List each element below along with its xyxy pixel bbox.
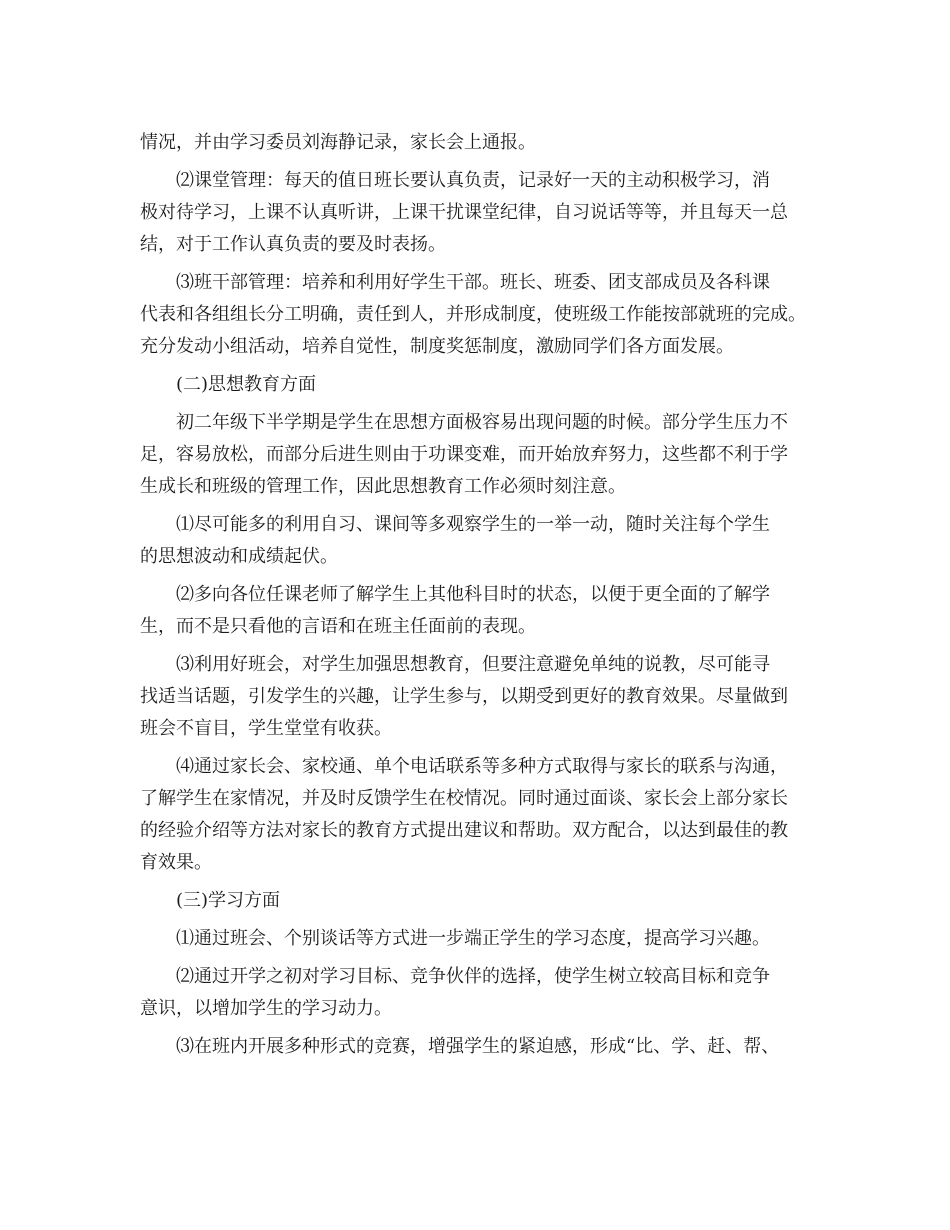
text-line: 育效果。: [140, 852, 212, 873]
text-line: ⑵多向各位任课老师了解学生上其他科目时的状态，以便于更全面的了解学: [176, 584, 770, 605]
text-line: ⑴通过班会、个别谈话等方式进一步端正学生的学习态度，提高学习兴趣。: [176, 928, 770, 949]
text-line: 初二年级下半学期是学生在思想方面极容易出现问题的时候。部分学生压力不: [176, 412, 788, 433]
text-line: ⑷通过家长会、家校通、单个电话联系等多种方式取得与家长的联系与沟通，: [176, 756, 788, 777]
paragraph: [140, 127, 830, 159]
document-body: [140, 127, 830, 1069]
paragraph: [140, 509, 830, 573]
text-line: 充分发动小组活动，培养自觉性，制度奖惩制度，激励同学们各方面发展。: [140, 336, 734, 357]
text-line: ⑵课堂管理：每天的值日班长要认真负责，记录好一天的主动积极学习，消: [176, 170, 770, 191]
text-line: 结，对于工作认真负责的要及时表扬。: [140, 234, 446, 255]
text-line: ⑶班干部管理：培养和利用好学生干部。班长、班委、团支部成员及各科课: [176, 272, 770, 293]
text-line: 生成长和班级的管理工作，因此思想教育工作必须时刻注意。: [140, 476, 626, 497]
text-line: 的经验介绍等方法对家长的教育方式提出建议和帮助。双方配合，以达到最佳的教: [140, 820, 788, 841]
text-line: ⑴尽可能多的利用自习、课间等多观察学生的一举一动，随时关注每个学生: [176, 514, 770, 535]
text-line: 情况，并由学习委员刘海静记录，家长会上通报。: [140, 132, 536, 153]
section-heading: [140, 885, 830, 917]
text-line: ⑵通过开学之初对学习目标、竞争伙伴的选择，使学生树立较高目标和竞争: [176, 966, 770, 987]
paragraph: [140, 1031, 830, 1063]
text-line: (二)思想教育方面: [176, 374, 317, 395]
text-line: (三)学习方面: [176, 890, 281, 911]
text-line: 找适当话题，引发学生的兴趣，让学生参与，以期受到更好的教育效果。尽量做到: [140, 686, 788, 707]
text-line: 足，容易放松，而部分后进生则由于功课变难，而开始放弃努力，这些都不利于学: [140, 444, 788, 465]
text-line: 的思想波动和成绩起伏。: [140, 546, 338, 567]
paragraph: [140, 267, 830, 363]
paragraph: [140, 923, 830, 955]
paragraph: [140, 751, 830, 879]
text-line: 了解学生在家情况，并及时反馈学生在校情况。同时通过面谈、家长会上部分家长: [140, 788, 788, 809]
paragraph: [140, 165, 830, 261]
text-line: 代表和各组组长分工明确，责任到人，并形成制度，使班级工作能按部就班的完成。: [140, 304, 806, 325]
section-heading: [140, 369, 830, 401]
paragraph: [140, 579, 830, 643]
text-line: ⑶利用好班会，对学生加强思想教育，但要注意避免单纯的说教，尽可能寻: [176, 654, 770, 675]
text-line: ⑶在班内开展多种形式的竞赛，增强学生的紧迫感，形成“比、学、赶、帮、: [176, 1036, 780, 1057]
paragraph: [140, 961, 830, 1025]
paragraph: [140, 649, 830, 745]
text-line: 生，而不是只看他的言语和在班主任面前的表现。: [140, 616, 536, 637]
paragraph: [140, 407, 830, 503]
text-line: 意识，以增加学生的学习动力。: [140, 998, 392, 1019]
text-line: 班会不盲目，学生堂堂有收获。: [140, 718, 392, 739]
text-line: 极对待学习，上课不认真听讲，上课干扰课堂纪律，自习说话等等，并且每天一总: [140, 202, 788, 223]
